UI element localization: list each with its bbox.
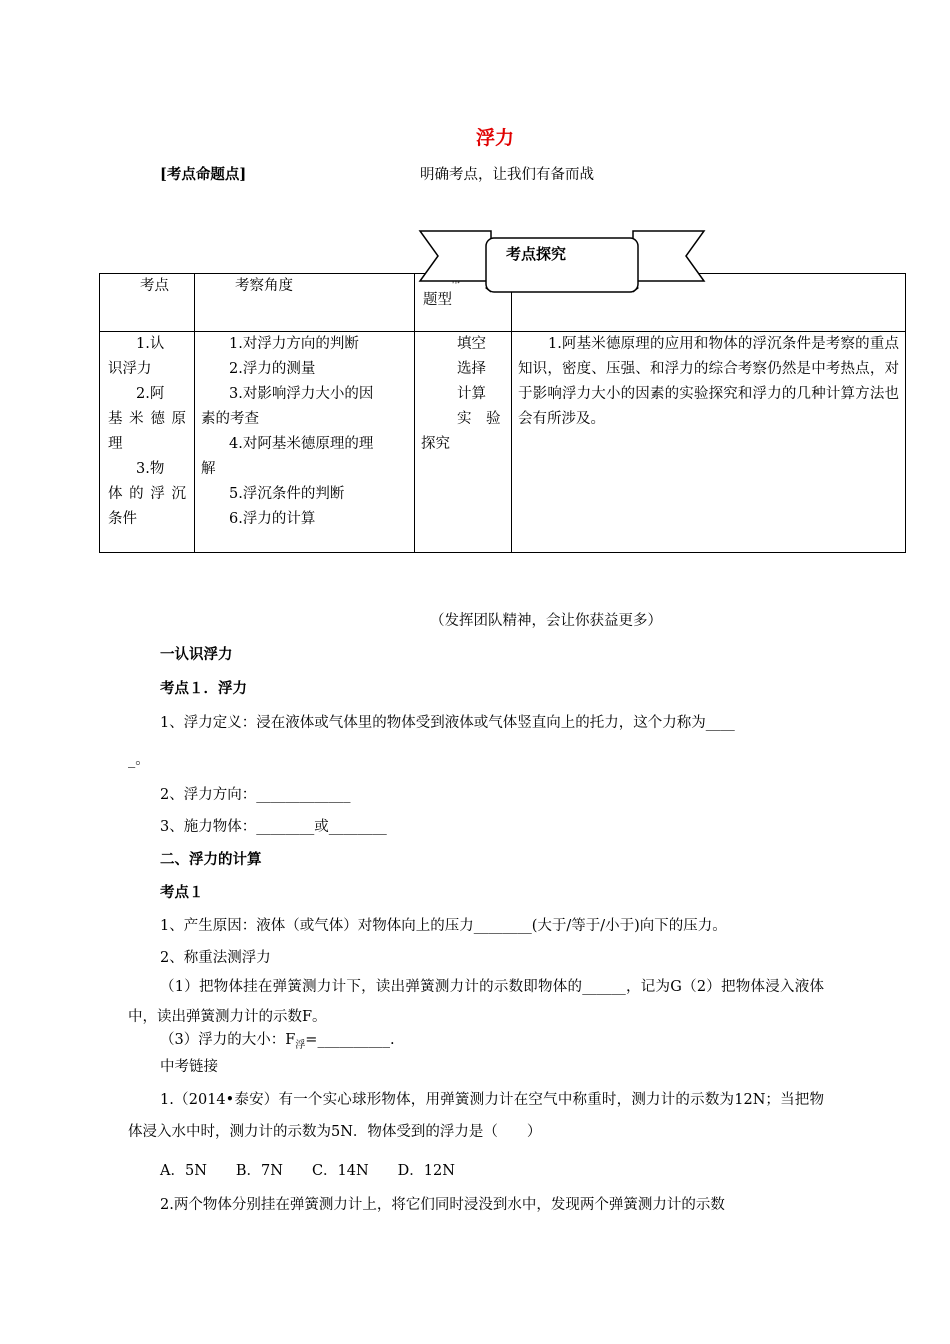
weighing-formula (160, 1028, 395, 1051)
kaodian-line: 3.物 (136, 461, 165, 477)
kaodian-line: 条件 (108, 511, 137, 527)
banner-label: 考点探究 (505, 245, 566, 263)
table-body-row (100, 332, 906, 553)
weighing-steps: （1）把物体挂在弹簧测力计下，读出弹簧测力计的示数即物体的______，记为G（2）把物体浸入液体中，读出弹簧测力计的示数F。 (128, 979, 824, 1025)
link-heading: 中考链接 (160, 1059, 218, 1075)
section2-point: 考点１ (160, 884, 204, 901)
jiaodu-cell (195, 332, 415, 553)
header-jiaodu: 考察角度 (195, 274, 415, 332)
example-1-options: A．5N B．7N C．14N D．12N (160, 1163, 455, 1179)
tixing-line: 实 验 (457, 411, 501, 427)
ribbon-right-tail (633, 231, 704, 281)
jiaodu-line: 素的考查 (201, 411, 259, 427)
header-tixing-label: 题型 (423, 292, 452, 308)
jiaodu-line: 4.对阿基米德原理的理 (229, 436, 374, 452)
section-tag: [考点命题点] (160, 166, 247, 183)
jiaodu-line: 1.对浮力方向的判断 (229, 336, 359, 352)
kaodian-table (99, 273, 906, 553)
header-kaodian: 考点 (100, 274, 195, 332)
jiaodu-line: 解 (201, 461, 216, 477)
question-cause: 1、产生原因：液体（或气体）对物体向上的压力________(大于/等于/小于)向下的压力。 (160, 918, 727, 934)
kaodian-line: 基米德原 (108, 411, 186, 427)
tixing-line: 探究 (421, 436, 450, 452)
tixing-cell (415, 332, 512, 553)
note-text: 1.阿基米德原理的应用和物体的浮沉条件是考察的重点知识，密度、压强、和浮力的综合考察仍然是中考热点，对于影响浮力大小的因素的实验探究和浮力的几种计算方法也会有所涉及。 (518, 336, 899, 427)
formula-subscript: 浮 (295, 1039, 306, 1051)
jiaodu-line: 2.浮力的测量 (229, 361, 316, 377)
kaodian-line: 识浮力 (108, 361, 152, 377)
ribbon-left-tail (420, 231, 491, 281)
kaodian-line: 1.认 (136, 336, 165, 352)
jiaodu-line: 6.浮力的计算 (229, 511, 316, 527)
team-note: （发挥团队精神，会让你获益更多） (430, 613, 662, 629)
formula-prefix: （3）浮力的大小：F (160, 1032, 296, 1048)
formula-suffix: =__________. (305, 1032, 395, 1048)
kaodian-line: 理 (108, 436, 123, 452)
question-source: 3、施力物体：________或________ (160, 819, 387, 835)
section1-point: 考点１．浮力 (160, 680, 247, 697)
section1-heading: 一认识浮力 (160, 646, 233, 663)
example-2: 2.两个物体分别挂在弹簧测力计上，将它们同时浸没到水中，发现两个弹簧测力计的示数 (160, 1197, 725, 1213)
tixing-line: 计算 (457, 386, 486, 402)
question-weighing: 2、称重法测浮力 (160, 950, 271, 966)
tixing-line: 填空 (457, 336, 486, 352)
section2-heading: 二、浮力的计算 (160, 851, 262, 868)
jiaodu-line: 3.对影响浮力大小的因 (229, 386, 374, 402)
note-cell (512, 332, 906, 553)
page-title: 浮力 (475, 127, 514, 149)
tixing-line: 选择 (457, 361, 486, 377)
question-definition: 1、浮力定义：浸在液体或气体里的物体受到液体或气体竖直向上的托力，这个力称为____ (160, 715, 735, 731)
section-motto: 明确考点，让我们有备而战 (420, 167, 594, 183)
example-1: 1.（2014•泰安）有一个实心球形物体，用弹簧测力计在空气中称重时，测力计的示数为12N；当把物体浸入水中时，测力计的示数为5N．物体受到的浮力是（ ） (128, 1092, 824, 1140)
question-definition-tail: _。 (128, 752, 150, 768)
kaodian-line: 体的浮沉 (108, 486, 186, 502)
jiaodu-line: 5.浮沉条件的判断 (229, 486, 345, 502)
kaodian-cell (100, 332, 195, 553)
kaodian-line: 2.阿 (136, 386, 165, 402)
question-direction: 2、浮力方向：_____________ (160, 787, 351, 803)
